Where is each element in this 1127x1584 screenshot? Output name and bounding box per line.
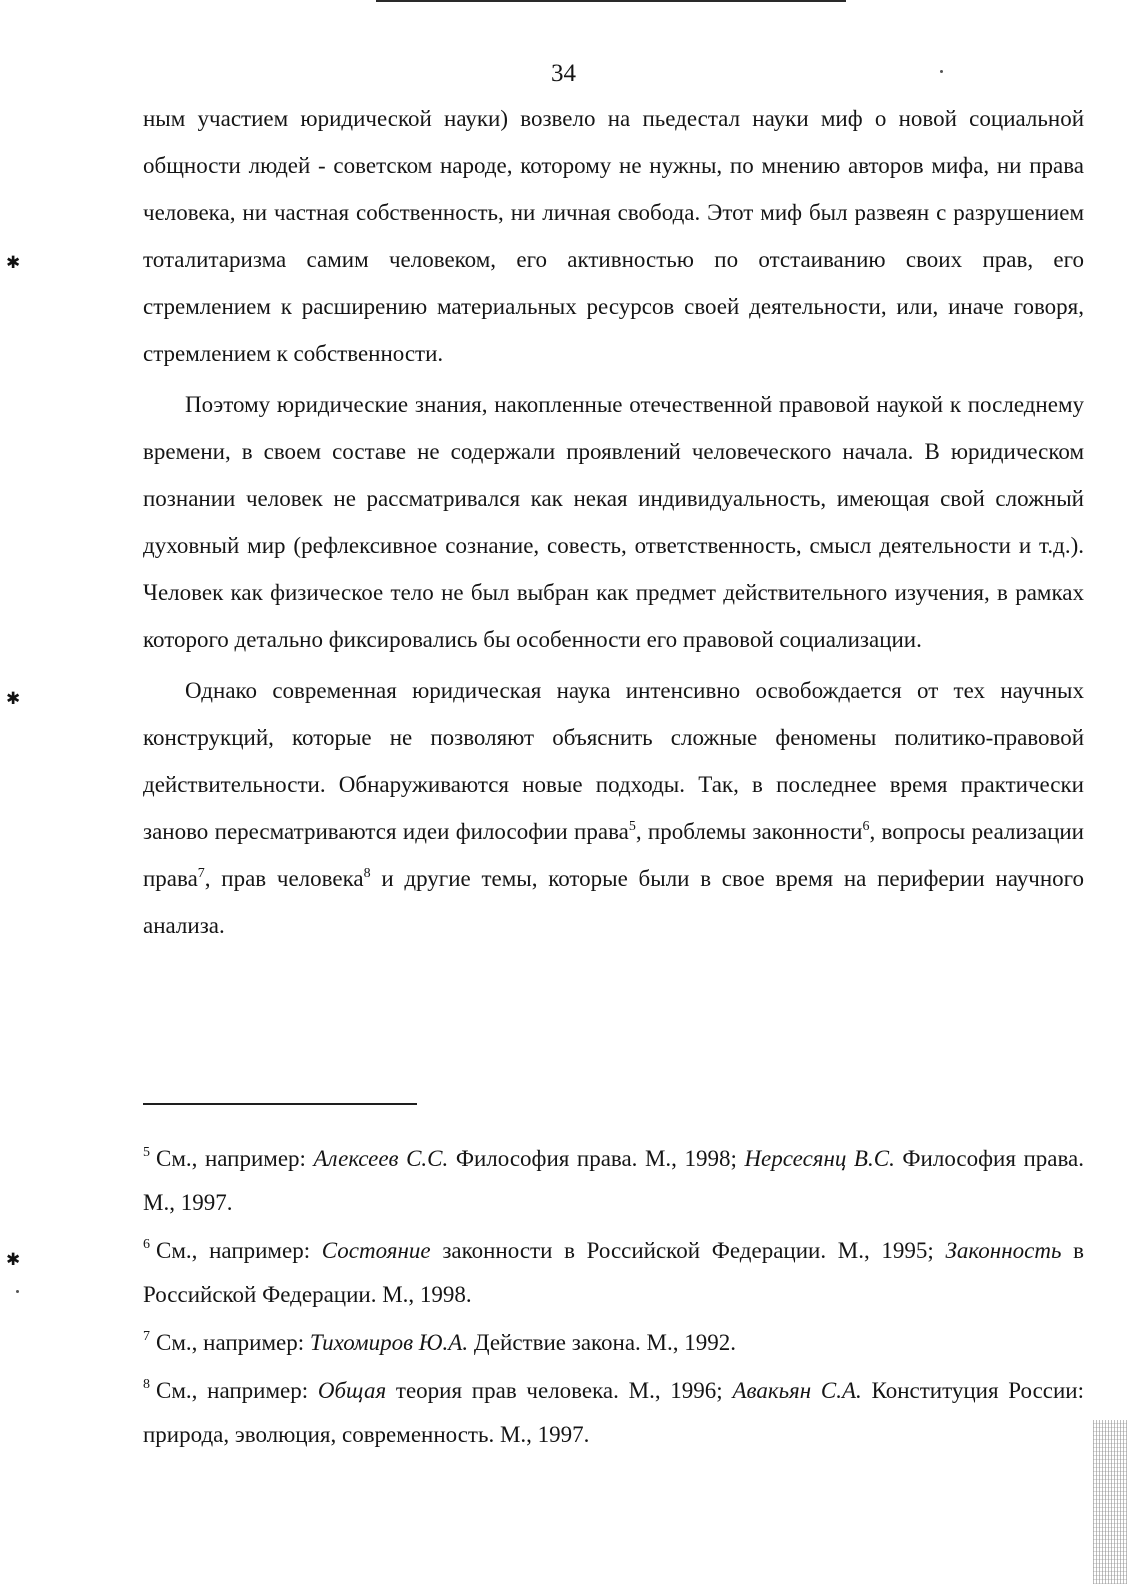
footnote-marker: 5 (143, 1145, 150, 1160)
scan-edge-noise (1093, 1420, 1127, 1584)
binding-hole-mark-icon: ✱ (6, 689, 21, 708)
footnote-reference: 6 (862, 819, 870, 834)
footnote-marker: 6 (143, 1237, 150, 1252)
footnote-reference: 8 (363, 866, 371, 881)
footnote-marker: 8 (143, 1377, 150, 1392)
footnote-separator (143, 1103, 417, 1105)
italic-run: Законность (945, 1238, 1062, 1263)
footnote-8 (143, 1369, 1084, 1457)
scan-speck (940, 70, 943, 73)
binding-hole-mark-icon: ✱ (6, 1250, 21, 1269)
footnote-marker: 7 (143, 1329, 150, 1344)
italic-run: Авакьян С.А. (732, 1378, 862, 1403)
main-text (143, 95, 1084, 953)
italic-run: Нерсесянц В.С. (744, 1146, 895, 1171)
italic-run: Алексеев С.С. (313, 1146, 449, 1171)
italic-run: Состояние (321, 1238, 431, 1263)
top-scan-rule (376, 0, 846, 2)
footnote-reference: 5 (628, 819, 636, 834)
scan-speck (16, 1290, 19, 1293)
paragraph-2: Поэтому юридические знания, накопленные отечественной правовой наукой к последнему времени, в своем составе не содержали проявлений человеческого начала. В юридическом познании человек не рассматривался как некая индивидуальность, имеющая свой сложный духовный мир (рефлексивное сознание, совесть, ответственность, смысл деятельности и т.д.). Человек как физическое тело не был выбран как предмет действительного изучения, в рамках которого детально фиксировались бы особенности его правовой социализации. (143, 392, 1084, 652)
footnote-reference: 7 (197, 866, 205, 881)
italic-run: Общая (317, 1378, 387, 1403)
binding-hole-mark-icon: ✱ (6, 253, 21, 272)
page-number: 34 (551, 60, 576, 87)
footnote-text: См., например: Алексеев С.С. Философия права. М., 1998; Нерсесянц В.С. Философия права. М., 1997. (143, 1146, 1084, 1215)
italic-run: Тихомиров Ю.А. (309, 1330, 469, 1355)
footnote-7 (143, 1321, 1084, 1365)
paragraph-3: Однако современная юридическая наука интенсивно освобождается от тех научных конструкций, которые не позволяют объяснить сложные феномены политико-правовой действительности. Обнаруживаются новые подходы. Так, в последнее время практически заново пересматриваются идеи философии права$^5$, проблемы законности$^6$, вопросы реализации права$^7$, прав человека$^8$ и другие темы, которые были в свое время на периферии научного анализа. (143, 678, 1084, 938)
footnote-text: См., например: Общая теория прав человека. М., 1996; Авакьян С.А. Конституция России: природа, эволюция, современность. М., 1997. (143, 1378, 1085, 1447)
footnote-text: См., например: Состояние законности в Российской Федерации. М., 1995; Законность в Российской Федерации. М., 1998. (143, 1238, 1084, 1307)
footnote-5 (143, 1137, 1084, 1225)
footnote-6 (143, 1229, 1084, 1317)
footnotes (143, 1137, 1084, 1461)
paragraph-1: ным участием юридической науки) возвело на пьедестал науки миф о новой социальной общности людей - советском народе, которому не нужны, по мнению авторов мифа, ни права человека, ни частная собственность, ни личная свобода. Этот миф был развеян с разрушением тоталитаризма самим человеком, его активностью по отстаиванию своих прав, его стремлением к расширению материальных ресурсов своей деятельности, или, иначе говоря, стремлением к собственности. (143, 106, 1084, 366)
footnote-text: См., например: Тихомиров Ю.А. Действие закона. М., 1992. (156, 1330, 737, 1355)
